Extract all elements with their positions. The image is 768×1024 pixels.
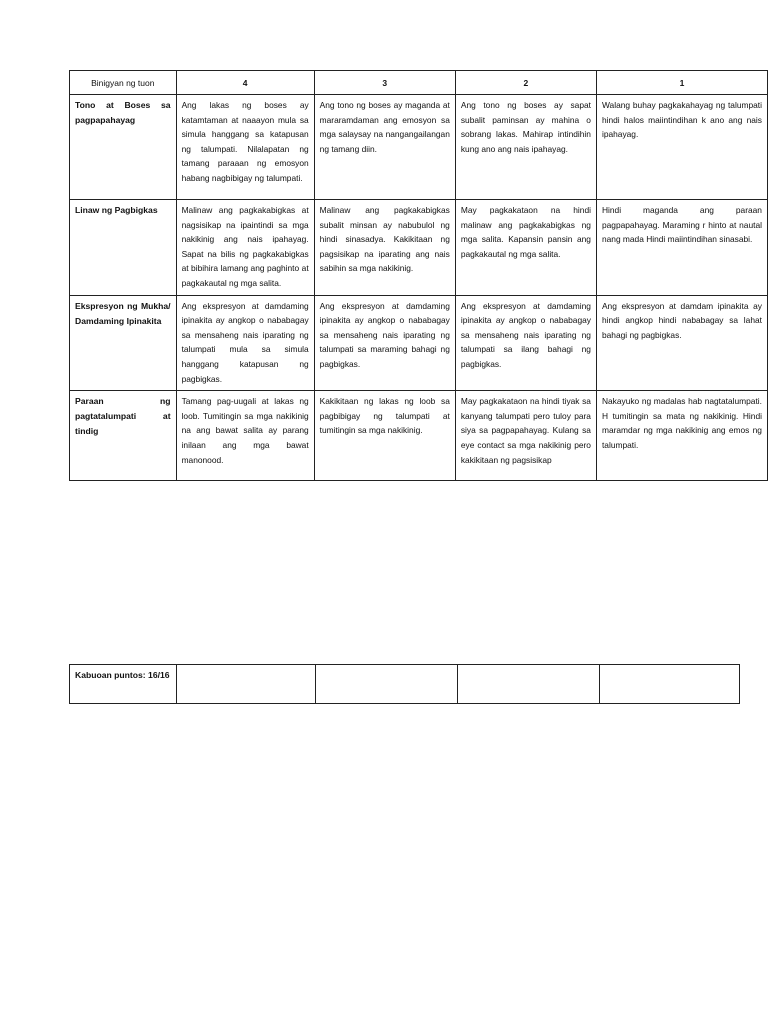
descriptor-cell-4: Ang lakas ng boses ay katamtaman at naaayon mula sa simula hanggang sa katapusan ng talumpati. Nilalapatan ng tamang paraaan ng emosyon habang nagbibigay ng talumpati.	[176, 95, 314, 200]
descriptor-cell-1	[596, 95, 767, 200]
total-cell-1	[600, 665, 740, 704]
header-criteria: Binigyan ng tuon	[70, 71, 177, 95]
rubric-table	[69, 70, 768, 481]
descriptor-cell-1	[596, 200, 767, 296]
descriptor-cell-2: Ang ekspresyon at damdaming ipinakita ay angkop o nababagay sa mensaheng nais iparating ng talumpati sa ilang bahagi ng pagbigkas.	[455, 295, 596, 391]
rubric-row-ekspresyon	[70, 295, 768, 391]
rubric-header-row	[70, 71, 768, 95]
descriptor-text: Walang buhay pagkakahayag ng talumpati hindi halos maiintindihan k ano ang nais ipahayag.	[601, 100, 762, 140]
descriptor-text: Nakayuko ng madalas hab nagtatalumpati. H tumitingin sa mata ng nakikinig. Hindi maramdar ng mga nakikinig ang emos ng talumpati.	[601, 396, 762, 450]
descriptor-cell-1	[596, 295, 767, 391]
descriptor-cell-4: Malinaw ang pagkakabigkas at nagsisikap na ipaintindi sa mga nakikinig ang nais ipahayag. Sapat na bilis ng pagkakabigkas at bibihira lamang ang paghinto at pagkakautal ng mga salita.	[176, 200, 314, 296]
criterion-cell: Linaw ng Pagbigkas	[70, 200, 177, 296]
descriptor-cell-2: May pagkakataon na hindi malinaw ang pagkakabigkas ng mga salita. Kapansin pansin ang pagkakautal ng mga salita.	[455, 200, 596, 296]
header-score-4: 4	[176, 71, 314, 95]
header-score-3: 3	[314, 71, 455, 95]
rubric-row-tono-at-boses	[70, 95, 768, 200]
descriptor-cell-3: Ang tono ng boses ay maganda at mararamdaman ang emosyon sa mga salaysay na nangangailangan ng tamang diin.	[314, 95, 455, 200]
header-score-1: 1	[596, 71, 767, 95]
criterion-cell: Ekspresyon ng Mukha/ Damdaming Ipinakita	[70, 295, 177, 391]
descriptor-text: Hindi maganda ang paraan pagpapahayag. Maraming r hinto at nautal nang mada Hindi maiintindihan sinasabi.	[601, 205, 762, 245]
descriptor-text: Ang ekspresyon at damdam ipinakita ay hindi angkop hindi nababagay sa lahat bahagi ng pagbigkas.	[601, 300, 762, 340]
rubric-row-paraan-ng-pagtatalumpati	[70, 391, 768, 481]
descriptor-cell-2: Ang tono ng boses ay sapat subalit paminsan ay mahina o sobrang lakas. Mahirap intindihin kung ano ang nais ipahayag.	[455, 95, 596, 200]
descriptor-cell-3: Ang ekspresyon at damdaming ipinakita ay angkop o nababagay sa mensaheng nais iparating ng talumpati sa maraming bahagi ng pagbigkas.	[314, 295, 455, 391]
descriptor-cell-2: May pagkakataon na hindi tiyak sa kanyang talumpati pero tuloy para siya sa pagpapahayag. Kulang sa eye contact sa mga nakikinig pero kakikitaan ng pagsisikap	[455, 391, 596, 481]
total-score-table	[69, 664, 740, 704]
total-score-row	[70, 665, 740, 704]
criterion-cell: Tono at Boses sa pagpapahayag	[70, 95, 177, 200]
descriptor-cell-3: Malinaw ang pagkakabigkas subalit minsan ay nabubulol ng hindi sinasadya. Kakikitaan ng pagsisikap na iparating ang nais sabihin sa mga nakikinig.	[314, 200, 455, 296]
total-cell-3	[316, 665, 458, 704]
total-cell-4	[177, 665, 316, 704]
descriptor-cell-1	[596, 391, 767, 481]
header-score-2: 2	[455, 71, 596, 95]
descriptor-cell-3: Kakikitaan ng lakas ng loob sa pagbibigay ng talumpati at tumitingin sa mga nakikinig.	[314, 391, 455, 481]
total-score-label: Kabuoan puntos: 16/16	[70, 665, 177, 704]
rubric-row-linaw-ng-pagbigkas	[70, 200, 768, 296]
total-cell-2	[458, 665, 600, 704]
criterion-cell: Paraan ng pagtatalumpati at tindig	[70, 391, 177, 481]
descriptor-cell-4: Ang ekspresyon at damdaming ipinakita ay angkop o nababagay sa mensaheng nais iparating ng talumpati mula sa simula hanggang katapusan ng pagbigkas.	[176, 295, 314, 391]
descriptor-cell-4: Tamang pag-uugali at lakas ng loob. Tumitingin sa mga nakikinig na ang bawat salita ay parang inilaan ang mga bawat manonood.	[176, 391, 314, 481]
